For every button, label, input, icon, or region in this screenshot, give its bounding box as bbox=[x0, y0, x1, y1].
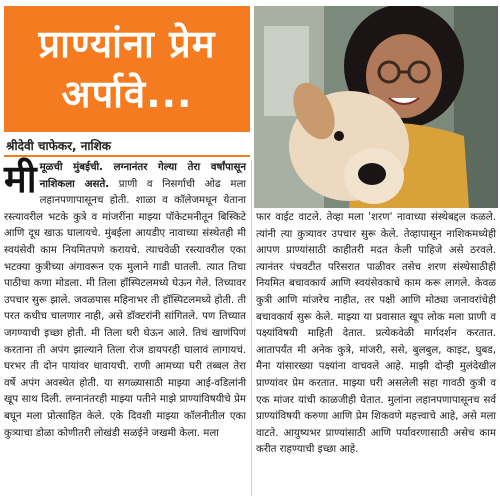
article-body-right: फार वाईट वाटले. तेव्हा मला 'शरण' नावाच्या संस्थेबद्दल कळले. त्यांनी त्या कुत्र्यावर उपचार सुरू केले. तेव्हापासून नाशिकमध्येही आपण प्राण्यांसाठी काहीतरी मदत केली पाहिजे असे ठरवले. त्यानंतर पंचवटीत परिसरात पाळीवर तसेच शरण संस्थेसाठीही नियमित बचावकार्य आणि स्वयंसेवकाचे काम करू लागले. केवळ कुत्री आणि मांजरेच नाहीत, तर पक्षी आणि मोठ्या जनावरांचेही बचावकार्य सुरू केले. माझ्या या प्रवासात खूप लोक मला प्राणी व पक्ष्यांविषयी माहिती देतात. प्रत्येकवेळी मार्गदर्शन करतात. आतापर्यंत मी अनेक कुत्रे, मांजरी, ससे, बुलबुल, काइट, घुबड, मैना यांसारख्या पक्ष्यांना वाचवले आहे. माझी दोन्ही मुलंदेखील प्राण्यांवर प्रेम करतात. माझ्या घरी असलेली सहा गावठी कुत्री व एक मांजर यांची काळजीही घेतात. मुलांना लहानपणापासूनच सर्व प्राण्यांविषयी करुणा आणि प्रेम शिकवणे महत्त्वाचे आहे, असे मला वाटते. आयुष्यभर प्राण्यांसाठी आणि पर्यावरणासाठी असेच काम करीत राहण्याची इच्छा आहे. bbox=[256, 212, 496, 456]
headline-banner bbox=[4, 6, 250, 132]
article-body-left: प्राणी व निसर्गाची ओढ मला लहानपणापासूनच होती. शाळा व कॉलेजमधून येताना रस्त्यावरील भटके कुत्रे व मांजरींना माझ्या पॉकेटमनीतून बिस्किटे आणि दूध खाऊ घालायचे. मुंबईला आयडीए नावाच्या संस्थेतही मी स्वयंसेवी काम नियमितपणे करायचे. त्याचवेळी रस्त्यावरील एका भटक्या कुत्रीच्या अंगावरून एक मुलाने गाडी घातली. त्यात तिचा पाठीचा कणा मोडला. मी तिला हॉस्पिटलमध्ये घेऊन गेले. तिच्यावर उपचार सुरू झाले. जवळपास महिनाभर ती हॉस्पिटलमध्ये होती. ती परत कधीच चालणार नाही, असे डॉक्टरांनी सांगितले. पण तिच्यात जगण्याची इच्छा होती. मी तिला घरी घेऊन आले. तिचं खाणंपिणं करताना ती अपंग झाल्याने तिला रोज डायपरही घालावं लागायचं. घरभर ती दोन पायांवर धावायची. राणी आमच्या घरी तब्बल तेरा वर्षे अपंग अवस्थेत होती. या सगळ्यासाठी माझ्या आई-वडिलांनी खूप साथ दिली. लग्नानंतरही माझ्या पतीने माझे प्राण्यांविषयीचे प्रेम बघून मला प्रोत्साहित केले. एके दिवशी माझ्या कॉलनीतील एका कुत्र्याचा डोळा कोणीतरी लोखंडी सळईने जखमी केला. मला bbox=[4, 178, 246, 439]
article-column-left bbox=[4, 157, 246, 442]
column-divider bbox=[251, 160, 252, 496]
author-photo-with-dog bbox=[254, 6, 498, 208]
drop-cap: मी bbox=[4, 157, 37, 201]
article-lead: मूळची मुंबईची. लग्नानंतर गेल्या तेरा वर्षांपासून नाशिकला असते. bbox=[39, 162, 246, 190]
article-column-right bbox=[256, 210, 496, 459]
headline-line-1: प्राण्यांना प्रेम bbox=[38, 22, 216, 66]
byline-rule bbox=[4, 155, 250, 157]
headline-line-2: अर्पावे... bbox=[61, 72, 193, 116]
byline: श्रीदेवी चाफेकर, नाशिक bbox=[6, 139, 112, 153]
photo-illustration bbox=[254, 6, 498, 208]
